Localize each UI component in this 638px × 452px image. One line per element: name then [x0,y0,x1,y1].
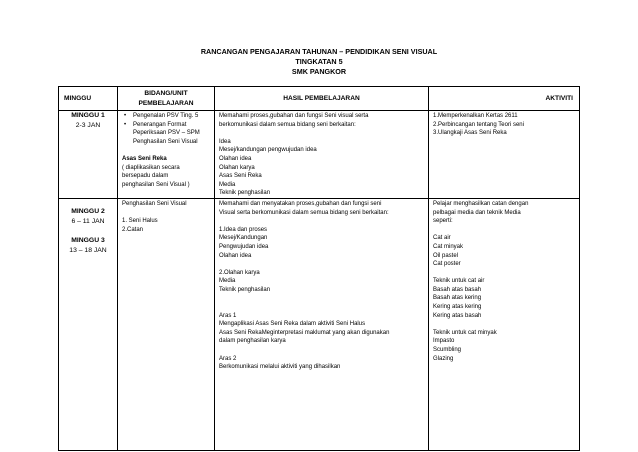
cell-text-line: Impasto [433,338,455,345]
column-header-bidang-line1: BIDANG/UNIT [144,89,188,97]
cell-text-line: Asas Seni Reka [219,173,262,180]
cell-text-line: Cat poster [433,261,461,268]
cell-text-line: Aras 1 [219,312,237,319]
cell-text-line [219,294,425,303]
cell-text-line: Memahami proses,gubahan dan fungsi Seni visual serta [219,113,369,119]
column-header-hasil: HASIL PEMBELAJARAN [215,87,429,111]
cell-text-line: Scumbling [433,347,462,354]
column-header-aktiviti: AKTIVITI [429,87,580,111]
row1-bidang-bullet-2-line2: Peperiksaan PSV – SPM [133,130,200,137]
cell-text-line: Olahan karya [219,164,255,171]
row1-hasil-list [215,111,428,198]
row2-week3-date: 13 – 18 JAN [69,246,107,254]
cell-text-line: seperti: [433,218,453,225]
cell-text-line: Kering atas kering [433,304,482,311]
cell-text-line: Teknik untuk cat air [433,278,485,285]
cell-text-line [219,346,425,355]
row1-bidang-cell [118,111,215,199]
cell-text-line: 1. Seni Halus [122,218,158,225]
cell-text-line: berkomunikasi dalam semua bidang seni berkaitan: [219,121,356,128]
column-header-bidang [118,87,215,111]
cell-text-line: 1.Idea dan proses [219,226,268,233]
row1-week-date: 2-3 JAN [75,122,101,129]
cell-text-line: Asas Seni RekaMeginterpretasi maklumat yang akan digunakan [219,329,390,336]
cell-text-line: 2.Perbincangan tentang Teori seni [433,121,524,128]
cell-text-line [219,217,425,226]
cell-text-line: 1.Memperkenalkan Kertas 2611 [433,113,518,119]
cell-text-line: pelbagai media dan teknik Media [433,209,521,216]
row1-bidang-bullet-2-line1: Penerangan Format [133,121,187,128]
table-row [59,198,580,450]
column-header-minggu: MINGGU [59,87,118,111]
cell-text-line: Media [219,278,236,285]
bullet-icon: • [124,121,127,128]
cell-text-line [219,260,425,269]
cell-text-line: Pengwujudan idea [219,243,269,250]
cell-text-line: Olahan idea [219,252,252,259]
row1-bidang-note-1: ( diaplikasikan secara [122,164,180,171]
cell-text-line: Pelajar menghasilkan catan dengan [433,200,529,207]
cell-text-line [433,269,576,278]
cell-text-line: Kering atas basah [433,312,482,319]
cell-text-line: Mengaplikasi Asas Seni Reka dalam aktiviti Seni Halus [219,321,366,328]
cell-text-line: 3.Ulangkaji Asas Seni Reka [433,130,507,137]
row1-bidang-bullet-1-text: Pengenalan PSV Ting. 5 [133,113,199,119]
cell-text-line: Basah atas kering [433,295,482,302]
row2-minggu-cell [59,198,118,450]
row1-bidang-bullet-2-line3: Penghasilan Seni Visual [133,138,198,145]
row2-hasil-cell [215,198,429,450]
cell-text-line: 2.Olahan karya [219,269,260,276]
row1-bidang-note-2: bersepadu dalam [122,173,169,180]
cell-text-line: Media [219,181,236,188]
row1-hasil-cell [215,111,429,199]
row1-bidang-bullet-1 [122,112,211,121]
row2-week2-title: MINGGU 2 [71,207,105,215]
cell-text-line: Teknik untuk cat minyak [433,329,497,336]
bullet-icon: • [124,113,127,119]
row1-minggu-cell [59,111,118,199]
cell-text-line: Teknik penghasilan [219,190,271,197]
row2-aktiviti-list [429,199,579,363]
cell-text-line: Mesej/kandungan pengwujudan idea [219,147,317,154]
row1-aktiviti-cell [429,111,580,199]
row2-hasil-list [215,199,428,372]
cell-text-line: Idea [219,138,231,145]
document-title: RANCANGAN PENGAJARAN TAHUNAN – PENDIDIKAN SENI VISUAL [200,47,438,56]
cell-text-line: Cat minyak [433,243,464,250]
row1-aktiviti-list [429,111,579,138]
row2-week3-title: MINGGU 3 [71,236,105,244]
row1-week-title: MINGGU 1 [71,112,105,119]
cell-text-line [433,226,576,235]
row2-aktiviti-cell [429,198,580,450]
cell-text-line: Visual serta berkomunikasi dalam semua bidang seni berkaitan: [219,209,389,216]
table-header-row [59,87,580,111]
row1-bidang-heading: Asas Seni Reka [122,155,167,162]
row1-bidang-note-3: penghasilan Seni Visual ) [122,181,190,188]
cell-text-line [219,303,425,312]
cell-text-line [122,209,211,218]
row1-bidang-bullet-2 [122,121,211,147]
cell-text-line: Cat air [433,235,451,242]
cell-text-line: Aras 2 [219,355,237,362]
column-header-bidang-line2: PEMBELAJARAN [138,99,194,107]
table-row [59,111,580,199]
cell-text-line: Mesej/Kandungan [219,235,268,242]
cell-text-line: Teknik penghasilan [219,286,271,293]
row2-bidang-list [118,199,214,234]
row2-bidang-cell [118,198,215,450]
cell-text-line: Oil pastel [433,252,459,259]
cell-text-line [433,320,576,329]
cell-text-line: Penghasilan Seni Visual [122,200,187,207]
cell-text-line: Memahami dan menyatakan proses,gubahan dan fungsi seni [219,200,382,207]
cell-text-line: Basah atas basah [433,286,482,293]
lesson-plan-table [58,86,580,451]
cell-text-line [219,129,425,138]
cell-text-line: Glazing [433,355,454,362]
row2-week2-date: 6 – 11 JAN [71,217,105,225]
cell-text-line: Olahan idea [219,155,252,162]
cell-text-line: dalam penghasilan karya [219,338,286,345]
document-school-name: SMK PANGKOR [291,67,347,76]
cell-text-line: Berkomunikasi melalui aktiviti yang dihasilkan [219,364,341,371]
document-form-level: TINGKATAN 5 [295,57,343,66]
cell-text-line: 2.Catan [122,226,144,233]
